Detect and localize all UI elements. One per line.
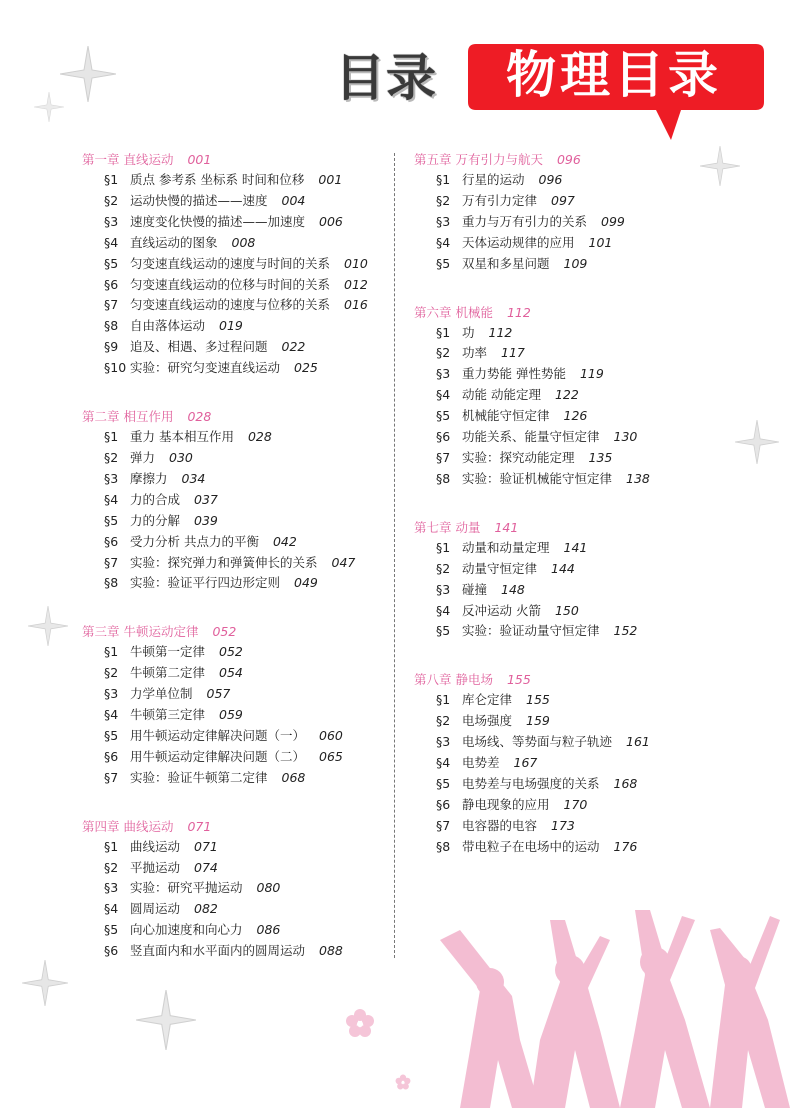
chapter-title: 第一章 直线运动 bbox=[82, 152, 174, 167]
section-title: 电场强度 bbox=[462, 713, 513, 729]
toc-entry[interactable] bbox=[414, 732, 734, 753]
toc-chapter bbox=[82, 622, 402, 788]
toc-chapter bbox=[82, 817, 402, 962]
section-number: §3 bbox=[104, 213, 119, 229]
toc-entry[interactable] bbox=[82, 170, 402, 191]
section-page-number: 071 bbox=[194, 838, 218, 854]
section-number: §5 bbox=[436, 775, 451, 791]
toc-entry[interactable] bbox=[82, 684, 402, 705]
section-page-number: 052 bbox=[219, 644, 243, 660]
section-page-number: 161 bbox=[626, 734, 650, 750]
toc-entry[interactable] bbox=[82, 316, 402, 337]
section-number: §5 bbox=[436, 408, 451, 424]
toc-entry[interactable] bbox=[414, 559, 734, 580]
section-title: 力学单位制 bbox=[130, 686, 193, 702]
section-page-number: 135 bbox=[588, 449, 613, 465]
subject-badge: 物理目录 bbox=[506, 45, 722, 104]
section-page-number: 155 bbox=[526, 692, 550, 708]
sparkle-icon bbox=[28, 606, 68, 646]
toc-entry[interactable] bbox=[414, 538, 734, 559]
section-page-number: 054 bbox=[219, 665, 243, 681]
toc-entry[interactable] bbox=[414, 621, 734, 642]
section-title: 速度变化快慢的描述——加速度 bbox=[130, 213, 306, 229]
toc-entry[interactable] bbox=[414, 170, 734, 191]
toc-entry[interactable] bbox=[82, 511, 402, 532]
chapter-page-number: 096 bbox=[556, 152, 581, 167]
section-number: §2 bbox=[436, 560, 451, 576]
chapter-page-number: 155 bbox=[506, 672, 531, 688]
section-page-number: 130 bbox=[613, 429, 638, 445]
section-number: §1 bbox=[436, 324, 451, 340]
section-number: §4 bbox=[104, 707, 119, 723]
section-title: 功率 bbox=[462, 345, 488, 361]
section-title: 匀变速直线运动的速度与位移的关系 bbox=[130, 297, 331, 313]
section-number: §8 bbox=[104, 575, 119, 591]
chapter-heading[interactable] bbox=[414, 303, 734, 323]
section-number: §2 bbox=[104, 859, 119, 875]
page-title: 目录 bbox=[335, 49, 437, 107]
section-page-number: 059 bbox=[219, 707, 243, 723]
section-number: §5 bbox=[104, 255, 119, 271]
section-title: 实验：验证平行四边形定则 bbox=[130, 575, 281, 591]
section-page-number: 173 bbox=[551, 817, 575, 833]
section-page-number: 170 bbox=[563, 796, 588, 812]
sparkle-icon bbox=[22, 960, 68, 1006]
section-page-number: 042 bbox=[272, 533, 297, 549]
section-page-number: 008 bbox=[231, 234, 256, 250]
toc-entry[interactable] bbox=[82, 427, 402, 448]
toc-entry[interactable] bbox=[414, 406, 734, 427]
chapter-title: 第四章 曲线运动 bbox=[82, 818, 174, 834]
section-title: 实验：验证牛顿第二定律 bbox=[130, 769, 268, 785]
section-page-number: 141 bbox=[563, 539, 588, 555]
section-title: 平抛运动 bbox=[130, 859, 181, 875]
toc-entry[interactable] bbox=[414, 448, 734, 469]
sparkle-icon bbox=[34, 92, 64, 122]
section-title: 动能 动能定理 bbox=[462, 387, 541, 403]
section-title: 双星和多星问题 bbox=[462, 255, 550, 271]
toc-chapter bbox=[82, 150, 402, 379]
section-page-number: 097 bbox=[551, 192, 575, 208]
toc-entry[interactable] bbox=[82, 469, 402, 490]
section-title: 质点 参考系 坐标系 时间和位移 bbox=[130, 172, 305, 187]
section-page-number: 112 bbox=[488, 324, 513, 340]
section-page-number: 082 bbox=[194, 901, 218, 917]
section-page-number: 168 bbox=[613, 775, 638, 791]
section-page-number: 080 bbox=[256, 880, 281, 896]
toc-entry[interactable] bbox=[414, 580, 734, 601]
section-title: 受力分析 共点力的平衡 bbox=[130, 533, 259, 549]
section-title: 实验：研究匀变速直线运动 bbox=[130, 360, 281, 376]
section-number: §4 bbox=[104, 234, 119, 250]
toc-entry[interactable] bbox=[82, 337, 402, 358]
toc-entry[interactable] bbox=[414, 212, 734, 233]
section-number: §5 bbox=[104, 512, 119, 528]
section-number: §5 bbox=[436, 623, 451, 639]
section-number: §5 bbox=[104, 727, 119, 743]
section-title: 实验：探究动能定理 bbox=[462, 449, 575, 465]
toc-entry[interactable] bbox=[414, 343, 734, 364]
section-page-number: 012 bbox=[344, 276, 368, 292]
section-page-number: 117 bbox=[501, 345, 525, 361]
section-number: §4 bbox=[436, 755, 451, 771]
section-title: 反冲运动 火箭 bbox=[462, 602, 541, 618]
toc-entry[interactable] bbox=[414, 816, 734, 837]
section-number: §6 bbox=[104, 533, 119, 549]
section-page-number: 099 bbox=[601, 213, 625, 229]
section-number: §3 bbox=[436, 734, 451, 750]
section-number: §1 bbox=[436, 172, 451, 187]
toc-entry[interactable] bbox=[82, 295, 402, 316]
section-page-number: 138 bbox=[626, 470, 650, 486]
section-number: §1 bbox=[104, 644, 119, 660]
section-number: §6 bbox=[436, 796, 451, 812]
section-title: 力的分解 bbox=[130, 512, 181, 528]
sparkle-icon bbox=[136, 990, 196, 1050]
section-title: 自由落体运动 bbox=[130, 318, 206, 334]
dancers-silhouette bbox=[420, 900, 790, 1108]
section-title: 带电粒子在电场中的运动 bbox=[462, 838, 600, 854]
section-title: 竖直面内和水平面内的圆周运动 bbox=[130, 943, 306, 959]
toc-entry[interactable] bbox=[82, 747, 402, 768]
section-title: 库仑定律 bbox=[462, 692, 513, 708]
section-number: §5 bbox=[436, 255, 451, 271]
section-title: 重力 基本相互作用 bbox=[130, 429, 234, 445]
section-title: 牛顿第一定律 bbox=[130, 644, 206, 660]
section-page-number: 019 bbox=[219, 318, 243, 334]
toc-entry[interactable] bbox=[414, 837, 734, 858]
chapter-page-number: 052 bbox=[212, 624, 237, 640]
section-title: 实验：探究弹力和弹簧伸长的关系 bbox=[130, 554, 318, 570]
section-title: 动量守恒定律 bbox=[462, 560, 538, 576]
toc-entry[interactable] bbox=[414, 233, 734, 254]
toc-entry[interactable] bbox=[414, 323, 734, 344]
section-title: 用牛顿运动定律解决问题（二） bbox=[130, 748, 306, 764]
toc-entry[interactable] bbox=[82, 448, 402, 469]
section-title: 直线运动的图象 bbox=[130, 234, 218, 250]
toc-entry[interactable] bbox=[414, 601, 734, 622]
toc-column-left bbox=[82, 150, 402, 990]
toc-entry[interactable] bbox=[82, 233, 402, 254]
chapter-title: 第七章 动量 bbox=[414, 519, 481, 535]
toc-entry[interactable] bbox=[82, 532, 402, 553]
section-number: §5 bbox=[104, 922, 119, 938]
section-page-number: 088 bbox=[319, 943, 343, 959]
toc-entry[interactable] bbox=[82, 858, 402, 879]
toc-entry[interactable] bbox=[82, 191, 402, 212]
toc-entry[interactable] bbox=[414, 774, 734, 795]
section-number: §1 bbox=[436, 539, 451, 555]
section-number: §8 bbox=[436, 470, 451, 486]
section-page-number: 122 bbox=[554, 387, 579, 403]
chapter-heading[interactable] bbox=[82, 150, 402, 170]
section-title: 电场线、等势面与粒子轨迹 bbox=[462, 734, 613, 750]
toc-entry[interactable] bbox=[414, 254, 734, 275]
section-page-number: 049 bbox=[294, 575, 318, 591]
section-page-number: 109 bbox=[563, 255, 588, 271]
section-title: 电势差 bbox=[462, 755, 500, 771]
toc-entry[interactable] bbox=[414, 753, 734, 774]
section-number: §1 bbox=[104, 429, 119, 445]
section-title: 圆周运动 bbox=[130, 901, 181, 917]
chapter-heading[interactable] bbox=[82, 622, 402, 642]
section-page-number: 159 bbox=[526, 713, 550, 729]
section-page-number: 004 bbox=[281, 192, 306, 208]
toc-chapter bbox=[414, 518, 734, 643]
section-page-number: 034 bbox=[181, 470, 206, 486]
section-title: 重力与万有引力的关系 bbox=[462, 213, 588, 229]
section-title: 功 bbox=[462, 324, 475, 340]
chapter-heading[interactable] bbox=[414, 670, 734, 690]
toc-entry[interactable] bbox=[414, 690, 734, 711]
section-page-number: 057 bbox=[206, 686, 231, 702]
section-page-number: 126 bbox=[563, 408, 588, 424]
section-number: §2 bbox=[436, 713, 451, 729]
section-number: §7 bbox=[104, 554, 119, 570]
toc-entry[interactable] bbox=[82, 490, 402, 511]
section-number: §6 bbox=[104, 943, 119, 959]
toc-chapter bbox=[82, 407, 402, 594]
section-page-number: 001 bbox=[318, 172, 343, 187]
section-number: §4 bbox=[104, 491, 119, 507]
sparkle-icon bbox=[60, 46, 116, 102]
chapter-title: 第五章 万有引力与航天 bbox=[414, 152, 543, 167]
toc-chapter bbox=[414, 303, 734, 490]
section-number: §4 bbox=[436, 602, 451, 618]
section-title: 向心加速度和向心力 bbox=[130, 922, 243, 938]
section-page-number: 028 bbox=[247, 429, 272, 445]
section-page-number: 022 bbox=[281, 339, 306, 355]
chapter-page-number: 001 bbox=[187, 152, 212, 167]
section-page-number: 047 bbox=[331, 554, 356, 570]
section-number: §7 bbox=[104, 769, 119, 785]
section-title: 实验：验证动量守恒定律 bbox=[462, 623, 600, 639]
section-number: §3 bbox=[436, 366, 451, 382]
flower-icon bbox=[395, 1074, 411, 1090]
chapter-heading[interactable] bbox=[82, 817, 402, 837]
section-page-number: 030 bbox=[169, 449, 193, 465]
section-number: §4 bbox=[436, 387, 451, 403]
section-page-number: 037 bbox=[194, 491, 218, 507]
section-page-number: 176 bbox=[613, 838, 638, 854]
toc-entry[interactable] bbox=[414, 469, 734, 490]
section-page-number: 152 bbox=[613, 623, 638, 639]
chapter-heading[interactable] bbox=[414, 150, 734, 170]
section-number: §1 bbox=[104, 838, 119, 854]
section-page-number: 068 bbox=[281, 769, 306, 785]
toc-entry[interactable] bbox=[414, 711, 734, 732]
section-title: 功能关系、能量守恒定律 bbox=[462, 429, 600, 445]
section-number: §1 bbox=[436, 692, 451, 708]
toc-entry[interactable] bbox=[82, 941, 402, 962]
section-title: 碰撞 bbox=[462, 581, 488, 597]
section-page-number: 086 bbox=[256, 922, 281, 938]
toc-entry[interactable] bbox=[82, 212, 402, 233]
chapter-page-number: 028 bbox=[187, 409, 212, 425]
section-title: 电势差与电场强度的关系 bbox=[462, 775, 600, 791]
section-page-number: 148 bbox=[501, 581, 525, 597]
section-number: §4 bbox=[104, 901, 119, 917]
toc-entry[interactable] bbox=[414, 427, 734, 448]
toc-entry[interactable] bbox=[82, 768, 402, 789]
toc-entry[interactable] bbox=[82, 254, 402, 275]
section-number: §7 bbox=[436, 449, 451, 465]
section-page-number: 101 bbox=[588, 234, 613, 250]
section-page-number: 167 bbox=[513, 755, 538, 771]
chapter-title: 第六章 机械能 bbox=[414, 304, 493, 320]
section-number: §2 bbox=[104, 449, 119, 465]
sparkle-icon bbox=[735, 420, 779, 464]
section-title: 牛顿第三定律 bbox=[130, 707, 206, 723]
section-title: 实验：研究平抛运动 bbox=[130, 880, 243, 896]
section-title: 万有引力定律 bbox=[462, 192, 538, 208]
section-number: §3 bbox=[436, 581, 451, 597]
section-page-number: 039 bbox=[194, 512, 218, 528]
section-title: 匀变速直线运动的速度与时间的关系 bbox=[130, 255, 331, 271]
section-page-number: 025 bbox=[294, 360, 318, 376]
section-title: 用牛顿运动定律解决问题（一） bbox=[130, 727, 306, 743]
section-number: §3 bbox=[104, 470, 119, 486]
toc-entry[interactable] bbox=[82, 663, 402, 684]
section-number: §9 bbox=[104, 339, 119, 355]
section-page-number: 006 bbox=[319, 213, 343, 229]
section-title: 弹力 bbox=[130, 449, 156, 465]
chapter-heading[interactable] bbox=[82, 407, 402, 427]
chapter-heading[interactable] bbox=[414, 518, 734, 538]
toc-entry[interactable] bbox=[82, 275, 402, 296]
toc-entry[interactable] bbox=[82, 899, 402, 920]
chapter-title: 第三章 牛顿运动定律 bbox=[82, 624, 199, 640]
toc-entry[interactable] bbox=[82, 553, 402, 574]
section-number: §6 bbox=[104, 748, 119, 764]
section-number: §3 bbox=[436, 213, 451, 229]
section-title: 动量和动量定理 bbox=[462, 539, 550, 555]
section-number: §3 bbox=[104, 686, 119, 702]
chapter-page-number: 071 bbox=[187, 818, 212, 834]
section-number: §10 bbox=[104, 360, 127, 376]
section-number: §2 bbox=[104, 192, 119, 208]
section-page-number: 150 bbox=[554, 602, 579, 618]
section-number: §8 bbox=[436, 838, 451, 854]
chapter-title: 第八章 静电场 bbox=[414, 672, 493, 688]
section-number: §4 bbox=[436, 234, 451, 250]
chapter-page-number: 141 bbox=[494, 519, 519, 535]
toc-entry[interactable] bbox=[82, 726, 402, 747]
chapter-title: 第二章 相互作用 bbox=[82, 409, 174, 425]
section-number: §1 bbox=[104, 172, 119, 187]
chapter-page-number: 112 bbox=[506, 304, 531, 320]
section-number: §8 bbox=[104, 318, 119, 334]
toc-entry[interactable] bbox=[414, 795, 734, 816]
section-title: 静电现象的应用 bbox=[462, 796, 550, 812]
toc-entry[interactable] bbox=[82, 920, 402, 941]
section-page-number: 144 bbox=[551, 560, 575, 576]
toc-column-right bbox=[414, 150, 734, 886]
section-title: 摩擦力 bbox=[130, 470, 168, 486]
toc-entry[interactable] bbox=[82, 358, 402, 379]
section-number: §7 bbox=[436, 817, 451, 833]
toc-entry[interactable] bbox=[414, 364, 734, 385]
section-title: 力的合成 bbox=[130, 491, 181, 507]
section-title: 实验：验证机械能守恒定律 bbox=[462, 470, 613, 486]
section-number: §6 bbox=[436, 429, 451, 445]
section-title: 机械能守恒定律 bbox=[462, 408, 550, 424]
toc-entry[interactable] bbox=[82, 705, 402, 726]
section-number: §3 bbox=[104, 880, 119, 896]
toc-chapter bbox=[414, 150, 734, 275]
section-page-number: 060 bbox=[319, 727, 343, 743]
section-title: 曲线运动 bbox=[130, 838, 181, 854]
section-number: §7 bbox=[104, 297, 119, 313]
section-title: 匀变速直线运动的位移与时间的关系 bbox=[130, 276, 331, 292]
section-page-number: 096 bbox=[538, 172, 563, 187]
toc-entry[interactable] bbox=[82, 573, 402, 594]
section-title: 行星的运动 bbox=[462, 172, 525, 187]
toc-entry[interactable] bbox=[82, 878, 402, 899]
flower-icon bbox=[345, 1008, 375, 1038]
section-number: §2 bbox=[104, 665, 119, 681]
section-title: 追及、相遇、多过程问题 bbox=[130, 339, 268, 355]
section-page-number: 065 bbox=[319, 748, 343, 764]
section-page-number: 119 bbox=[579, 366, 604, 382]
section-title: 运动快慢的描述——速度 bbox=[130, 192, 268, 208]
section-title: 重力势能 弹性势能 bbox=[462, 366, 566, 382]
section-page-number: 010 bbox=[344, 255, 368, 271]
toc-entry[interactable] bbox=[82, 837, 402, 858]
section-number: §6 bbox=[104, 276, 119, 292]
toc-chapter bbox=[414, 670, 734, 857]
section-page-number: 074 bbox=[194, 859, 218, 875]
section-number: §2 bbox=[436, 345, 451, 361]
section-page-number: 016 bbox=[344, 297, 368, 313]
section-title: 天体运动规律的应用 bbox=[462, 234, 575, 250]
toc-entry[interactable] bbox=[414, 191, 734, 212]
section-title: 电容器的电容 bbox=[462, 817, 538, 833]
section-title: 牛顿第二定律 bbox=[130, 665, 206, 681]
section-number: §2 bbox=[436, 192, 451, 208]
toc-entry[interactable] bbox=[82, 642, 402, 663]
toc-entry[interactable] bbox=[414, 385, 734, 406]
